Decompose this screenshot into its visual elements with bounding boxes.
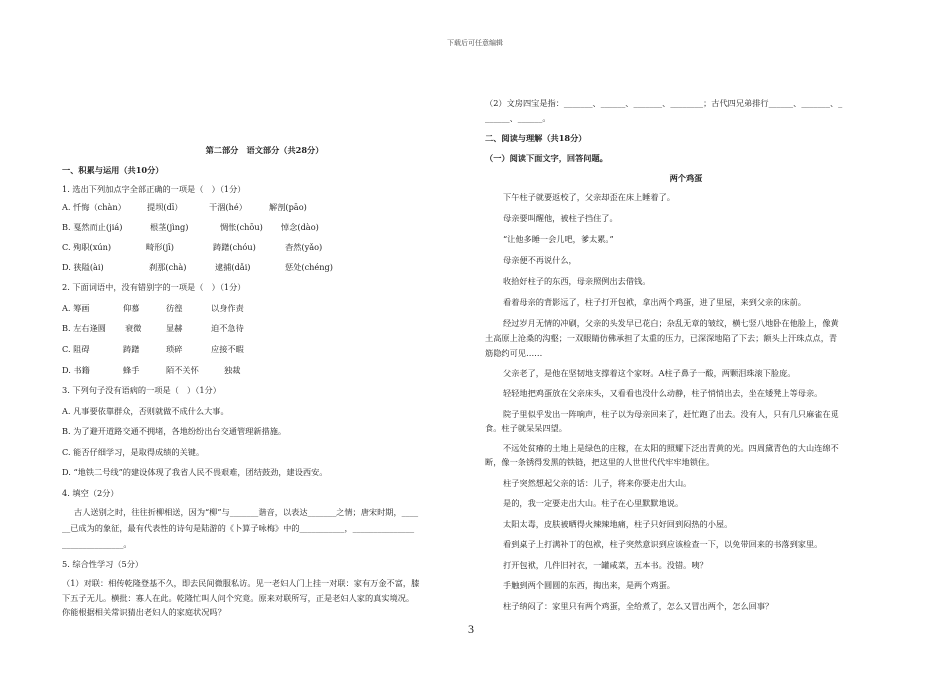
story-para-18: 柱子纳闷了：家里只有两个鸡蛋，全给煮了，怎么又冒出两个，怎么回事？: [503, 601, 774, 611]
story-para-13: 是的，我一定要走出大山。柱子在心里默默地说。: [503, 498, 684, 508]
story-para-7-line-1: 经过岁月无情的冲刷，父亲的头发早已花白；杂乱无章的皱纹，横七竖八地卧在他脸上，像黄: [503, 318, 839, 328]
story-para-2: 母亲要叫醒他，被柱子挡住了。: [503, 213, 618, 223]
story-para-4: 母亲便不再说什么，: [503, 255, 577, 265]
q1-option-b: B. 戛然而止(jiá) 根茎(jìng) 惆怅(chōu) 悼念(dào): [62, 222, 319, 232]
story-para-8: 父亲老了，是他在坚韧地支撑着这个家呀。A柱子鼻子一酸，两颗泪珠滚下脸庞。: [503, 368, 796, 378]
story-para-16: 打开包袱，几件旧衬衣，一罐咸菜，五本书。没错。咦？: [503, 560, 708, 570]
q4-stem: 4. 填空（2分）: [62, 488, 119, 498]
story-para-12: 柱子突然想起父亲的话：儿子，将来你要走出大山。: [503, 478, 692, 488]
q1-option-d: D. 狭隘(ài) 刹那(chà) 逮捕(dǎi) 惩处(chéng): [62, 262, 333, 272]
story-para-14: 太阳太毒，皮肤被晒得火辣辣地痛，柱子只好回到闷热的小屋。: [503, 519, 733, 529]
q4-line-1: 古人送别之时，往往折柳相送，因为“柳”与_______谐音，以表达_______之情；唐宋时期，____: [74, 507, 419, 517]
story-para-15: 看到桌子上打满补丁的包袱，柱子突然意识到应该检查一下，以免带回来的书落到家里。: [503, 539, 823, 549]
q5-p3: 你能根据相关常识猜出老妇人的家庭状况吗？: [62, 607, 226, 617]
q2-option-d: D. 书籍 蜂手 陌不关怀 独裁: [62, 365, 241, 375]
q4-line-3: _______________。: [62, 539, 132, 549]
story-para-17: 手触到两个圆圆的东西，掏出来，是两个鸡蛋。: [503, 580, 675, 590]
story-para-10-line-2: 食。柱子就呆呆四望。: [485, 423, 567, 433]
q3-option-c: C. 能否仔细学习，是取得成绩的关键。: [62, 447, 205, 457]
story-para-11-line-2: 断，像一条锈得发黑的铁链，把这里的人世世代代牢牢地锁住。: [485, 457, 715, 467]
q5-stem: 5. 综合性学习（5分）: [62, 559, 144, 569]
q3-option-d: D. “地铁二号线”的建设体现了我省人民不畏艰难，团结鼓劲，建设西安。: [62, 467, 328, 477]
page-header: 下载后可任意编辑: [447, 39, 503, 47]
q3-option-b: B. 为了避开道路交通不拥堵，各地纷纷出台交通管理新措施。: [62, 426, 287, 436]
q2-option-c: C. 阻碍 踌躇 琐碎 应接不暇: [62, 344, 244, 354]
q1-option-c: C. 殉职(xún) 畸形(jī) 踌躇(chóu) 杳然(yǎo): [62, 242, 323, 252]
section-heading-1: 一、积累与运用（共10分）: [62, 165, 164, 175]
q2-stem: 2. 下面词语中，没有错别字的一项是（ ）（1分）: [62, 282, 246, 292]
q2-option-a: A. 筹画 仰慕 彷徨 以身作责: [62, 303, 244, 313]
story-para-7-line-2: 土高原上沧桑的沟壑；一双眼睛仿佛承担了太重的压力，已深深地陷了下去；额头上汗珠点点，青: [485, 333, 838, 343]
story-para-9: 轻轻地把鸡蛋放在父亲床头，又看看也没什么动静，柱子悄悄出去，坐在矮凳上等母亲。: [503, 388, 823, 398]
part-title: 第二部分 语文部分（共28分）: [205, 145, 324, 155]
story-title: 两个鸡蛋: [669, 173, 703, 183]
story-para-7-line-3: 筋隐约可见……: [485, 348, 543, 358]
story-para-11-line-1: 不远处贫瘠的土地上是绿色的庄稼，在太阳的照耀下泛出青黄的光。四周黛青色的大山连绵不: [503, 443, 839, 453]
q5-2-line-1: （2）文房四宝是指：_______、______、_______、________；古代四兄弟排行______、_______、_: [485, 98, 843, 108]
section-heading-2: 二、阅读与理解（共18分）: [485, 133, 587, 143]
q1-option-a: A. 忏悔（chàn） 提坝(dī） 干涸(hé） 解剖(pāo): [62, 202, 307, 212]
q5-2-line-2: ______、______。: [485, 113, 551, 123]
q4-line-2: __已成为的象征，最有代表性的诗句是陆游的《卜算子咏梅》中的___________，_______________: [62, 523, 415, 533]
q3-stem: 3. 下列句子没有语病的一项是（ ）（1分）: [62, 385, 221, 395]
q5-p1: （1）对联：相传乾隆登基不久，即去民间微服私访。见一老妇人门上挂一对联：家有万金不富，膝: [62, 578, 420, 588]
subsection-heading: （一）阅读下面文字，回答问题。: [485, 153, 608, 163]
story-para-10-line-1: 院子里似乎发出一阵响声，柱子以为母亲回来了，赶忙跑了出去。没有人，只有几只麻雀在觅: [503, 409, 839, 419]
page-number: 3: [468, 622, 474, 636]
q1-stem: 1. 选出下列加点字全部正确的一项是（ ）（1分）: [62, 184, 246, 194]
story-para-1: 下午柱子就要返校了，父亲却歪在床上睡着了。: [503, 192, 675, 202]
story-para-3: “让他多睡一会儿吧，爹太累。”: [503, 234, 614, 244]
q3-option-a: A. 凡事要依靠群众，否则就做不成什么大事。: [62, 406, 229, 416]
q5-p2: 下五子无儿。横批：寡人在此。乾隆忙叫人问个究竟。原来对联所写，正是老妇人家的真实境况。: [62, 593, 415, 603]
q2-option-b: B. 左右逢圆 衰微 显赫 迫不急待: [62, 323, 244, 333]
story-para-6: 看着母亲的背影远了，柱子打开包袱，拿出两个鸡蛋，进了里屋，来到父亲的床前。: [503, 297, 806, 307]
story-para-5: 收拾好柱子的东西，母亲照例出去借钱。: [503, 276, 651, 286]
